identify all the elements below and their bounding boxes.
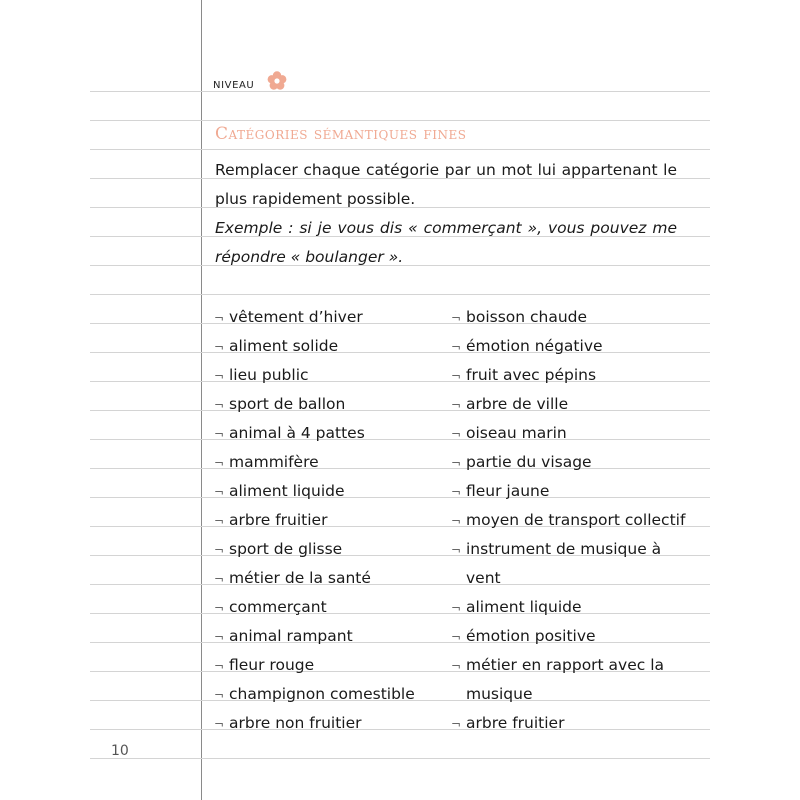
- list-item: [214, 448, 434, 477]
- list-item-text: métier de la santé: [229, 569, 371, 587]
- list-item: [214, 680, 434, 709]
- bullet-icon: ¬: [214, 717, 225, 731]
- list-item-text: fruit avec pépins: [466, 366, 597, 384]
- list-item: [214, 477, 434, 506]
- list-item: [214, 535, 434, 564]
- ruled-line: [90, 149, 710, 150]
- ruled-line: [90, 294, 710, 295]
- bullet-icon: ¬: [214, 688, 225, 702]
- bullet-icon: ¬: [451, 630, 462, 644]
- list-item: [214, 709, 434, 738]
- list-item-text: aliment solide: [229, 337, 339, 355]
- list-item: [214, 332, 434, 361]
- list-item-text: émotion négative: [466, 337, 603, 355]
- list-item: [451, 477, 691, 506]
- list-item-text: arbre fruitier: [466, 714, 565, 732]
- bullet-icon: ¬: [451, 369, 462, 383]
- instruction-text: Remplacer chaque catégorie par un mot lui appartenant le plus rapidement possible.: [215, 161, 677, 208]
- list-item: [451, 709, 691, 738]
- list-item-text: moyen de transport collectif: [466, 511, 686, 529]
- level-label: NIVEAU: [213, 80, 255, 91]
- list-item-text: métier en rapport avec la musique: [466, 656, 665, 703]
- list-item: [451, 506, 691, 535]
- list-item-text: oiseau marin: [466, 424, 567, 442]
- list-item-text: animal rampant: [229, 627, 353, 645]
- bullet-icon: ¬: [214, 572, 225, 586]
- bullet-icon: ¬: [214, 311, 225, 325]
- list-item-text: fleur jaune: [466, 482, 550, 500]
- list-item: [451, 419, 691, 448]
- list-item-text: boisson chaude: [466, 308, 588, 326]
- list-item: [451, 651, 691, 709]
- list-item: [214, 593, 434, 622]
- list-item: [451, 390, 691, 419]
- list-item-text: lieu public: [229, 366, 309, 384]
- list-item: [214, 506, 434, 535]
- list-item: [451, 593, 691, 622]
- bullet-icon: ¬: [214, 514, 225, 528]
- list-item-text: arbre de ville: [466, 395, 569, 413]
- list-item: [214, 622, 434, 651]
- list-item: [214, 390, 434, 419]
- bullet-icon: ¬: [214, 398, 225, 412]
- bullet-icon: ¬: [214, 630, 225, 644]
- bullet-icon: ¬: [214, 456, 225, 470]
- bullet-icon: ¬: [214, 340, 225, 354]
- example-text: Exemple : si je vous dis « commerçant », vous pouvez me répondre « boulanger ».: [215, 219, 677, 266]
- bullet-icon: ¬: [214, 369, 225, 383]
- page-number: 10: [111, 743, 129, 759]
- list-item-text: aliment liquide: [466, 598, 582, 616]
- bullet-icon: ¬: [451, 485, 462, 499]
- list-item: [451, 361, 691, 390]
- bullet-icon: ¬: [214, 485, 225, 499]
- bullet-icon: ¬: [214, 543, 225, 557]
- bullet-icon: ¬: [451, 398, 462, 412]
- list-item: [451, 332, 691, 361]
- list-item: [451, 448, 691, 477]
- list-item-text: sport de glisse: [229, 540, 343, 558]
- bullet-icon: ¬: [214, 659, 225, 673]
- list-item-text: instrument de musique à vent: [466, 540, 662, 587]
- bullet-icon: ¬: [451, 340, 462, 354]
- list-item-text: champignon comestible: [229, 685, 415, 703]
- bullet-icon: ¬: [214, 601, 225, 615]
- list-item: [214, 361, 434, 390]
- list-item: [214, 419, 434, 448]
- list-item-text: sport de ballon: [229, 395, 346, 413]
- flower-icon: [266, 70, 288, 92]
- ruled-line: [90, 758, 710, 759]
- list-item-text: émotion positive: [466, 627, 596, 645]
- list-item: [451, 303, 691, 332]
- category-list-right: [451, 303, 691, 738]
- list-item: [214, 564, 434, 593]
- bullet-icon: ¬: [451, 601, 462, 615]
- list-item-text: arbre non fruitier: [229, 714, 362, 732]
- bullet-icon: ¬: [451, 543, 462, 557]
- list-item-text: partie du visage: [466, 453, 592, 471]
- ruled-line: [90, 120, 710, 121]
- bullet-icon: ¬: [451, 427, 462, 441]
- bullet-icon: ¬: [451, 717, 462, 731]
- list-item: [214, 303, 434, 332]
- bullet-icon: ¬: [214, 427, 225, 441]
- list-item: [451, 622, 691, 651]
- list-item-text: arbre fruitier: [229, 511, 328, 529]
- list-item-text: animal à 4 pattes: [229, 424, 365, 442]
- category-list-left: [214, 303, 434, 738]
- bullet-icon: ¬: [451, 514, 462, 528]
- list-item-text: commerçant: [229, 598, 327, 616]
- list-item: [451, 535, 691, 593]
- list-item-text: vêtement d’hiver: [229, 308, 363, 326]
- section-title: Catégories sémantiques fines: [215, 124, 467, 144]
- list-item: [214, 651, 434, 680]
- bullet-icon: ¬: [451, 659, 462, 673]
- list-item-text: fleur rouge: [229, 656, 315, 674]
- list-item-text: mammifère: [229, 453, 319, 471]
- bullet-icon: ¬: [451, 456, 462, 470]
- ruled-line: [90, 91, 710, 92]
- bullet-icon: ¬: [451, 311, 462, 325]
- list-item-text: aliment liquide: [229, 482, 345, 500]
